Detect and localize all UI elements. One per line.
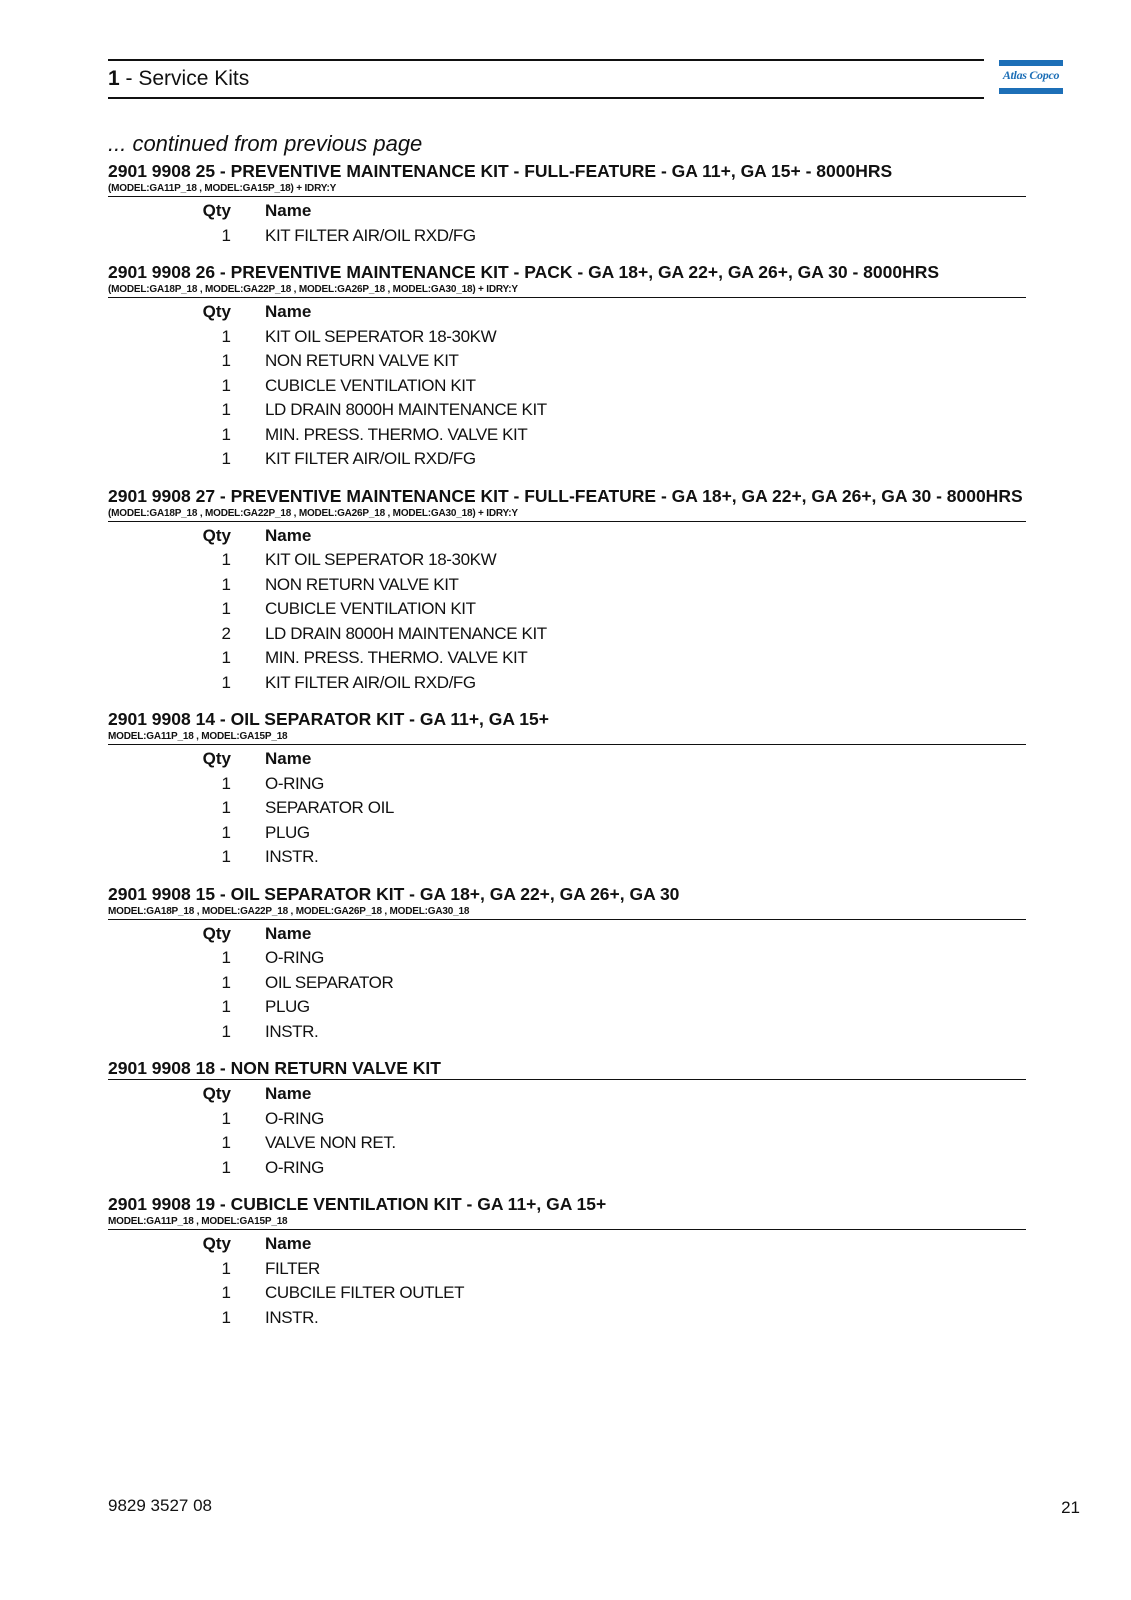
parts-table xyxy=(108,747,1026,870)
name-column-header: Name xyxy=(265,1084,312,1103)
item-qty: 1 xyxy=(221,424,231,444)
item-qty: 1 xyxy=(221,648,231,667)
parts-table-row xyxy=(108,423,1026,448)
item-name: NON RETURN VALVE KIT xyxy=(265,351,459,370)
item-name: KIT FILTER AIR/OIL RXD/FG xyxy=(265,672,476,692)
name-column-header: Name xyxy=(265,525,312,545)
kit-title: 2901 9908 25 - PREVENTIVE MAINTENANCE KIT - FULL-FEATURE - GA 11+, GA 15+ - 8000HRS xyxy=(108,161,893,181)
item-qty: 1 xyxy=(221,1307,231,1327)
item-name: LD DRAIN 8000H MAINTENANCE KIT xyxy=(265,400,547,419)
name-column-header: Name xyxy=(265,201,312,220)
kit-models: (MODEL:GA11P_18 , MODEL:GA15P_18) + IDRY:Y xyxy=(108,183,337,194)
document-number: 9829 3527 08 xyxy=(108,1496,212,1515)
kit-divider xyxy=(108,744,1026,745)
item-name: O-RING xyxy=(265,948,324,967)
parts-table-row xyxy=(108,796,1026,821)
parts-table-row xyxy=(108,597,1026,622)
item-name: KIT OIL SEPERATOR 18-30KW xyxy=(265,326,497,346)
name-column-header: Name xyxy=(265,923,312,943)
item-name: NON RETURN VALVE KIT xyxy=(265,574,459,594)
parts-table-header xyxy=(108,1232,1026,1257)
continued-note: ... continued from previous page xyxy=(108,131,423,156)
logo-text: Atlas Copco xyxy=(1002,68,1060,82)
item-name: CUBCILE FILTER OUTLET xyxy=(265,1283,465,1302)
item-qty: 1 xyxy=(221,574,231,594)
parts-table-header xyxy=(108,922,1026,947)
kit-divider xyxy=(108,919,1026,920)
item-name: PLUG xyxy=(265,822,310,842)
kit-models: (MODEL:GA18P_18 , MODEL:GA22P_18 , MODEL:GA26P_18 , MODEL:GA30_18) + IDRY:Y xyxy=(108,507,518,519)
parts-table-row xyxy=(108,398,1026,423)
page-header xyxy=(108,59,984,99)
qty-column-header: Qty xyxy=(202,201,231,220)
parts-table-row xyxy=(108,1306,1026,1331)
parts-table-row xyxy=(108,622,1026,647)
item-qty: 1 xyxy=(221,847,231,866)
item-name: INSTR. xyxy=(265,1307,319,1327)
parts-table-row xyxy=(108,447,1026,472)
logo-bar-bottom xyxy=(999,88,1063,94)
parts-table xyxy=(108,922,1026,1045)
item-name: VALVE NON RET. xyxy=(265,1133,396,1152)
kit-section xyxy=(108,485,1026,696)
item-qty: 2 xyxy=(221,623,231,643)
item-qty: 1 xyxy=(221,351,231,370)
parts-table-row xyxy=(108,349,1026,374)
qty-column-header: Qty xyxy=(202,525,231,545)
item-qty: 1 xyxy=(221,375,231,395)
kit-section xyxy=(108,708,1026,870)
kit-models: MODEL:GA18P_18 , MODEL:GA22P_18 , MODEL:GA26P_18 , MODEL:GA30_18 xyxy=(108,905,470,917)
parts-table-row xyxy=(108,1020,1026,1045)
item-qty: 1 xyxy=(221,948,231,967)
item-name: O-RING xyxy=(265,1157,324,1177)
parts-table-row xyxy=(108,1156,1026,1181)
item-name: FILTER xyxy=(265,1258,320,1278)
item-qty: 1 xyxy=(221,1133,231,1152)
logo-bar-top xyxy=(999,60,1063,66)
item-name: PLUG xyxy=(265,997,310,1016)
item-name: INSTR. xyxy=(265,1021,319,1041)
item-qty: 1 xyxy=(221,1157,231,1177)
parts-table-row xyxy=(108,1131,1026,1156)
section-title-text: - Service Kits xyxy=(119,67,250,90)
item-qty: 1 xyxy=(221,550,231,569)
item-qty: 1 xyxy=(221,599,231,618)
kit-divider xyxy=(108,297,1026,298)
item-name: O-RING xyxy=(265,773,324,793)
kit-divider xyxy=(108,196,1026,197)
parts-table xyxy=(108,300,1026,472)
item-qty: 1 xyxy=(221,1108,231,1128)
qty-column-header: Qty xyxy=(202,302,231,321)
parts-table-header xyxy=(108,747,1026,772)
kit-title: 2901 9908 18 - NON RETURN VALVE KIT xyxy=(108,1058,441,1078)
item-name: CUBICLE VENTILATION KIT xyxy=(265,599,476,618)
item-qty: 1 xyxy=(221,1258,231,1278)
parts-table xyxy=(108,1232,1026,1330)
name-column-header: Name xyxy=(265,302,312,321)
kit-divider xyxy=(108,1079,1026,1080)
parts-table-header xyxy=(108,1082,1026,1107)
item-qty: 1 xyxy=(221,822,231,842)
kit-title: 2901 9908 27 - PREVENTIVE MAINTENANCE KIT - FULL-FEATURE - GA 18+, GA 22+, GA 26+, GA 30 - 8000HRS xyxy=(108,485,1023,506)
parts-table-header xyxy=(108,199,1026,224)
item-name: MIN. PRESS. THERMO. VALVE KIT xyxy=(265,648,528,667)
page-number: 21 xyxy=(1061,1498,1080,1517)
item-qty: 1 xyxy=(221,997,231,1016)
atlas-copco-logo xyxy=(999,60,1063,94)
kit-title: 2901 9908 26 - PREVENTIVE MAINTENANCE KIT - PACK - GA 18+, GA 22+, GA 26+, GA 30 - 8000HRS xyxy=(108,262,940,282)
parts-table-row xyxy=(108,995,1026,1020)
item-name: LD DRAIN 8000H MAINTENANCE KIT xyxy=(265,623,547,643)
kit-divider xyxy=(108,1229,1026,1230)
kit-section xyxy=(108,1193,1026,1330)
parts-table-row xyxy=(108,325,1026,350)
item-qty: 1 xyxy=(221,972,231,992)
parts-table-row xyxy=(108,671,1026,696)
kit-models: MODEL:GA11P_18 , MODEL:GA15P_18 xyxy=(108,1216,288,1227)
section-title xyxy=(108,67,249,91)
item-name: OIL SEPARATOR xyxy=(265,972,394,992)
parts-table xyxy=(108,1082,1026,1180)
parts-table-row xyxy=(108,1257,1026,1282)
kit-section xyxy=(108,160,1026,248)
parts-table-header xyxy=(108,300,1026,325)
qty-column-header: Qty xyxy=(202,1084,231,1103)
parts-table-row xyxy=(108,845,1026,870)
parts-table-row xyxy=(108,224,1026,249)
kit-section xyxy=(108,883,1026,1045)
parts-table xyxy=(108,524,1026,696)
section-number: 1 xyxy=(108,67,120,90)
item-qty: 1 xyxy=(221,225,231,245)
kit-divider xyxy=(108,521,1026,522)
parts-table-row xyxy=(108,971,1026,996)
parts-table-row xyxy=(108,772,1026,797)
parts-table-row xyxy=(108,946,1026,971)
item-name: CUBICLE VENTILATION KIT xyxy=(265,375,476,395)
name-column-header: Name xyxy=(265,749,312,768)
item-name: MIN. PRESS. THERMO. VALVE KIT xyxy=(265,424,528,444)
parts-table xyxy=(108,199,1026,248)
item-qty: 1 xyxy=(221,798,231,817)
kit-models: MODEL:GA11P_18 , MODEL:GA15P_18 xyxy=(108,731,288,742)
parts-table-row xyxy=(108,821,1026,846)
item-qty: 1 xyxy=(221,400,231,419)
item-qty: 1 xyxy=(221,326,231,346)
kit-list xyxy=(108,160,1026,1330)
kit-section xyxy=(108,261,1026,472)
item-qty: 1 xyxy=(221,1283,231,1302)
item-qty: 1 xyxy=(221,773,231,793)
parts-table-header xyxy=(108,524,1026,549)
item-qty: 1 xyxy=(221,1021,231,1041)
page-content xyxy=(108,131,1026,1343)
kit-models: (MODEL:GA18P_18 , MODEL:GA22P_18 , MODEL:GA26P_18 , MODEL:GA30_18) + IDRY:Y xyxy=(108,284,518,295)
parts-table-row xyxy=(108,1281,1026,1306)
parts-table-row xyxy=(108,573,1026,598)
item-name: KIT OIL SEPERATOR 18-30KW xyxy=(265,550,497,569)
kit-title: 2901 9908 19 - CUBICLE VENTILATION KIT - GA 11+, GA 15+ xyxy=(108,1194,607,1214)
kit-section xyxy=(108,1057,1026,1180)
item-name: SEPARATOR OIL xyxy=(265,798,394,817)
qty-column-header: Qty xyxy=(202,749,231,768)
parts-table-row xyxy=(108,548,1026,573)
name-column-header: Name xyxy=(265,1234,312,1253)
parts-table-row xyxy=(108,646,1026,671)
item-name: KIT FILTER AIR/OIL RXD/FG xyxy=(265,449,476,468)
item-name: KIT FILTER AIR/OIL RXD/FG xyxy=(265,225,476,245)
item-qty: 1 xyxy=(221,449,231,468)
qty-column-header: Qty xyxy=(202,923,231,943)
kit-title: 2901 9908 14 - OIL SEPARATOR KIT - GA 11+, GA 15+ xyxy=(108,709,549,729)
item-qty: 1 xyxy=(221,672,231,692)
parts-table-row xyxy=(108,374,1026,399)
qty-column-header: Qty xyxy=(202,1234,231,1253)
kit-title: 2901 9908 15 - OIL SEPARATOR KIT - GA 18+, GA 22+, GA 26+, GA 30 xyxy=(108,883,680,904)
item-name: O-RING xyxy=(265,1108,324,1128)
item-name: INSTR. xyxy=(265,847,319,866)
parts-table-row xyxy=(108,1107,1026,1132)
